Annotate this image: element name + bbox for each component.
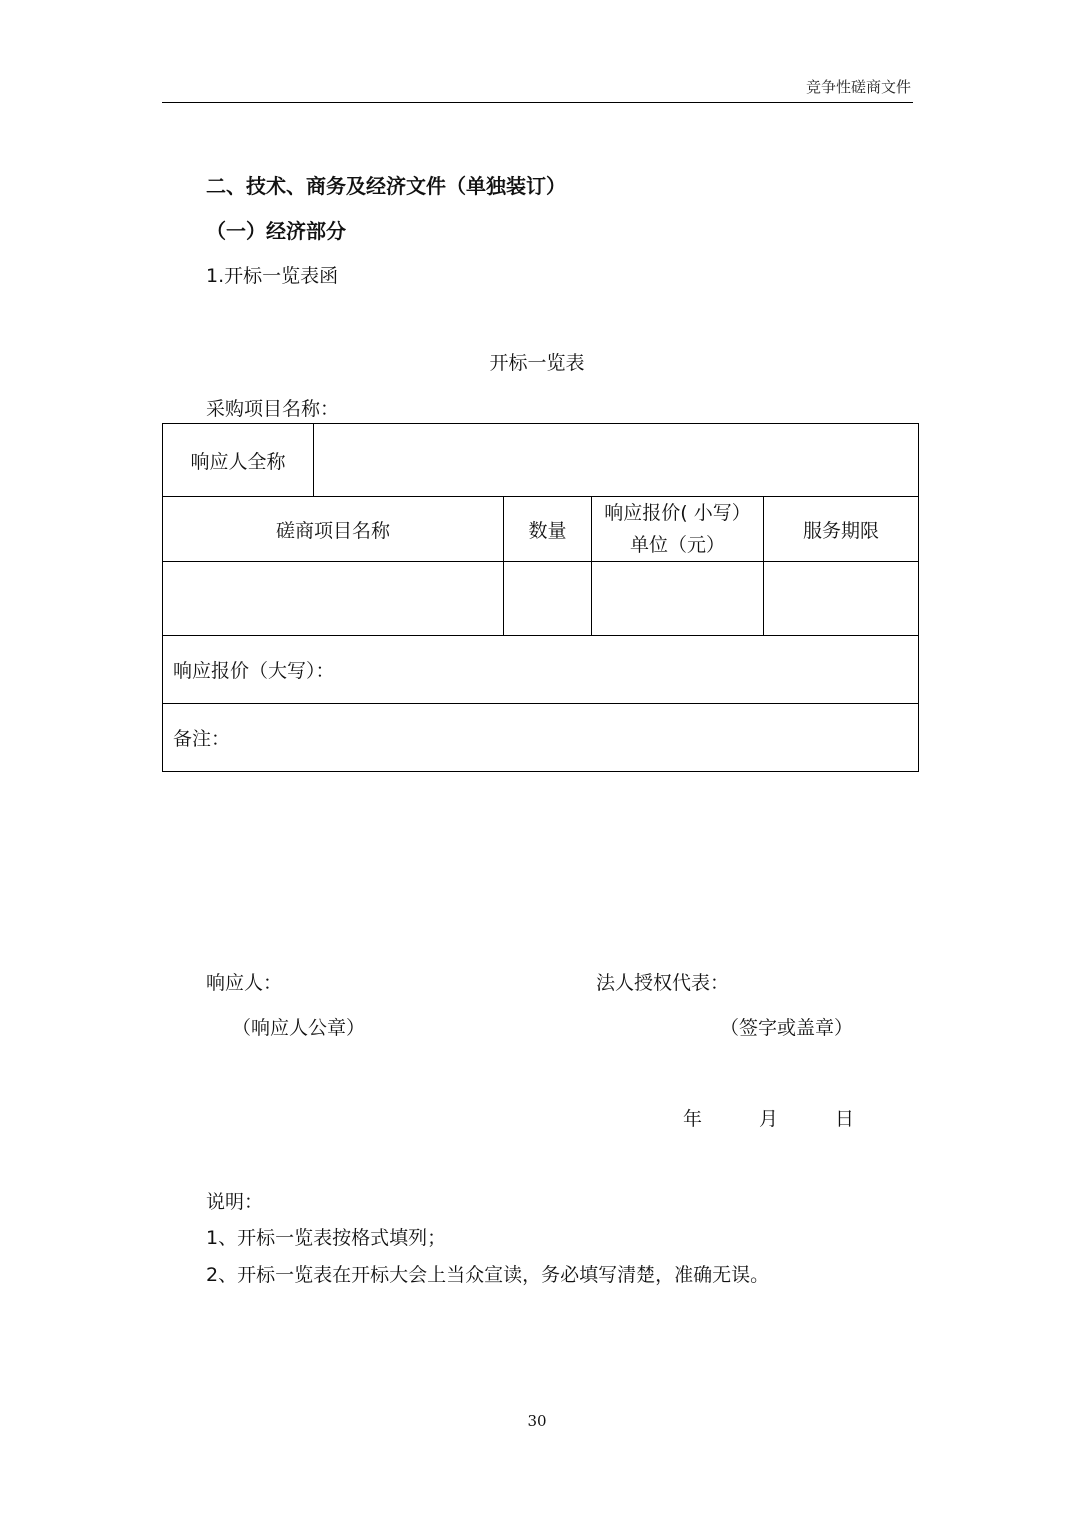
respondent-value-cell[interactable] bbox=[314, 424, 919, 497]
cell-project-name[interactable] bbox=[163, 562, 504, 636]
legal-rep-signature-label: 法人授权代表： bbox=[596, 972, 730, 994]
note-item: 2、开标一览表在开标大会上当众宣读，务必填写清楚，准确无误。 bbox=[206, 1264, 770, 1286]
price-upper-label: 响应报价（大写）： bbox=[173, 660, 335, 682]
respondent-label-cell bbox=[163, 424, 314, 497]
table-row bbox=[163, 562, 919, 636]
legal-seal-note: （签字或盖章） bbox=[720, 1017, 854, 1039]
column-header-project-name: 磋商项目名称 bbox=[163, 497, 504, 562]
table-row bbox=[163, 704, 919, 772]
date-day-label: 日 bbox=[835, 1108, 855, 1130]
cell-service-period[interactable] bbox=[764, 562, 919, 636]
price-header-line2: 单位（元） bbox=[629, 534, 725, 556]
column-header-price bbox=[592, 497, 764, 562]
column-header-quantity: 数量 bbox=[504, 497, 592, 562]
notes-heading: 说明： bbox=[206, 1191, 264, 1213]
header-divider bbox=[162, 102, 913, 103]
subsection-heading: （一）经济部分 bbox=[206, 219, 346, 243]
respondent-seal-note: （响应人公章） bbox=[232, 1017, 366, 1039]
cell-price[interactable] bbox=[592, 562, 764, 636]
table-header-row bbox=[163, 497, 919, 562]
table-row bbox=[163, 636, 919, 704]
bid-summary-table bbox=[162, 423, 919, 772]
section-heading: 二、技术、商务及经济文件（单独装订） bbox=[206, 174, 566, 198]
remarks-cell[interactable] bbox=[163, 704, 919, 772]
price-upper-cell[interactable] bbox=[163, 636, 919, 704]
note-item: 1、开标一览表按格式填列； bbox=[206, 1227, 447, 1249]
date-year-label: 年 bbox=[683, 1108, 703, 1130]
cell-quantity[interactable] bbox=[504, 562, 592, 636]
document-header: 竞争性磋商文件 bbox=[805, 78, 911, 96]
remarks-label: 备注： bbox=[173, 728, 231, 750]
respondent-signature-label: 响应人： bbox=[206, 972, 283, 994]
table-row bbox=[163, 424, 919, 497]
price-header-line1: 响应报价( 小写） bbox=[604, 502, 751, 524]
item-title: 1.开标一览表函 bbox=[206, 265, 339, 287]
respondent-label: 响应人全称 bbox=[190, 450, 286, 473]
date-month-label: 月 bbox=[759, 1108, 779, 1130]
table-title: 开标一览表 bbox=[489, 352, 585, 374]
project-name-label: 采购项目名称： bbox=[206, 398, 340, 420]
page-number: 30 bbox=[527, 1412, 547, 1430]
column-header-service-period: 服务期限 bbox=[764, 497, 919, 562]
